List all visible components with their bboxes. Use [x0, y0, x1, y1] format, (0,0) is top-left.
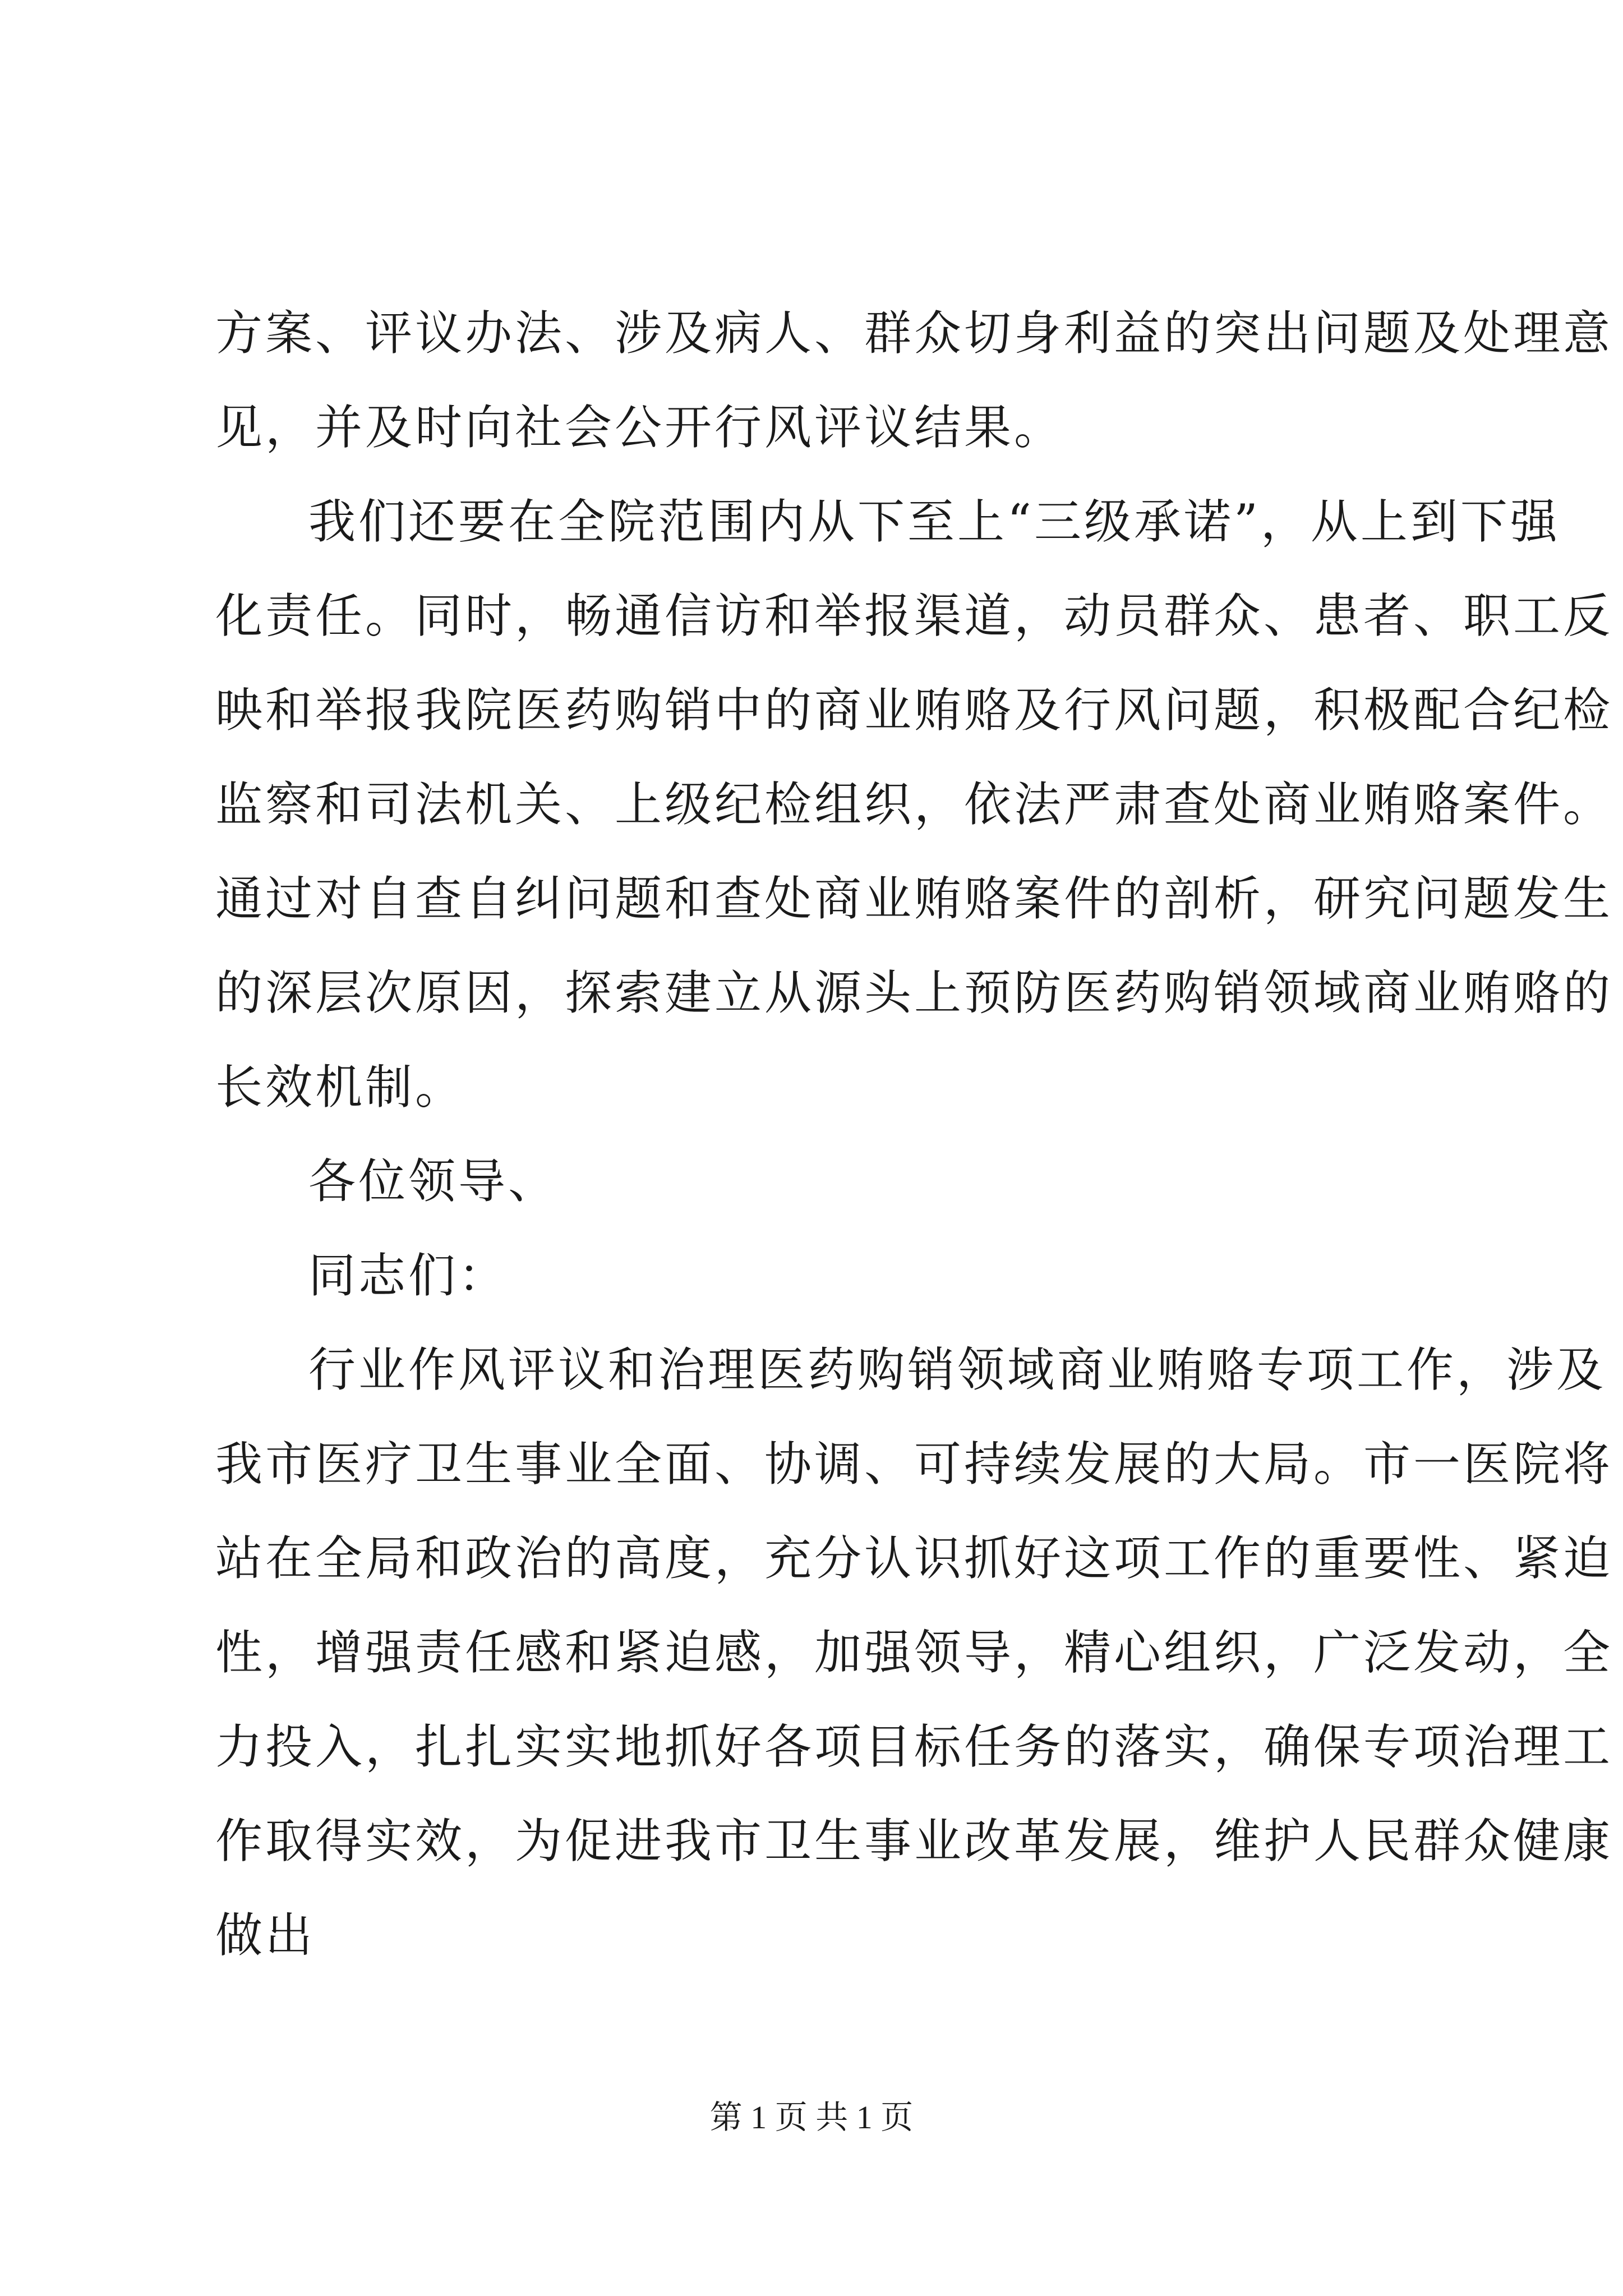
- text-line: 性，增强责任感和紧迫感，加强领导，精心组织，广泛发动，全: [215, 1625, 1613, 1680]
- text-line: 做出: [215, 1908, 316, 1963]
- salutation-line: 同志们：: [308, 1248, 509, 1303]
- text-line: 化责任。同时，畅通信访和举报渠道，动员群众、患者、职工反: [215, 588, 1613, 643]
- paragraph-first-line: 我们还要在全院范围内从下至上“三级承诺”，从上到下强: [308, 494, 1560, 549]
- text-line: 力投入，扎扎实实地抓好各项目标任务的落实，确保专项治理工: [215, 1719, 1613, 1774]
- page-number-footer: 第 1 页 共 1 页: [709, 2099, 914, 2136]
- text-line: 见，并及时向社会公开行风评议结果。: [215, 400, 1064, 455]
- text-line: 映和举报我院医药购销中的商业贿赂及行风问题，积极配合纪检: [215, 683, 1613, 738]
- text-line: 我市医疗卫生事业全面、协调、可持续发展的大局。市一医院将: [215, 1437, 1613, 1492]
- text-line: 长效机制。: [215, 1060, 465, 1115]
- text-line: 方案、评议办法、涉及病人、群众切身利益的突出问题及处理意: [215, 306, 1613, 361]
- text-line: 的深层次原因，探索建立从源头上预防医药购销领域商业贿赂的: [215, 965, 1613, 1020]
- document-body: [215, 286, 1613, 1982]
- text-line: 作取得实效，为促进我市卫生事业改革发展，维护人民群众健康: [215, 1814, 1613, 1869]
- text-line: 通过对自查自纠问题和查处商业贿赂案件的剖析，研究问题发生: [215, 871, 1613, 926]
- salutation-line: 各位领导、: [308, 1154, 559, 1209]
- paragraph-first-line: 行业作风评议和治理医药购销领域商业贿赂专项工作，涉及: [308, 1342, 1607, 1397]
- text-line: 监察和司法机关、上级纪检组织，依法严肃查处商业贿赂案件。: [215, 777, 1613, 832]
- text-line: 站在全局和政治的高度，充分认识抓好这项工作的重要性、紧迫: [215, 1531, 1613, 1586]
